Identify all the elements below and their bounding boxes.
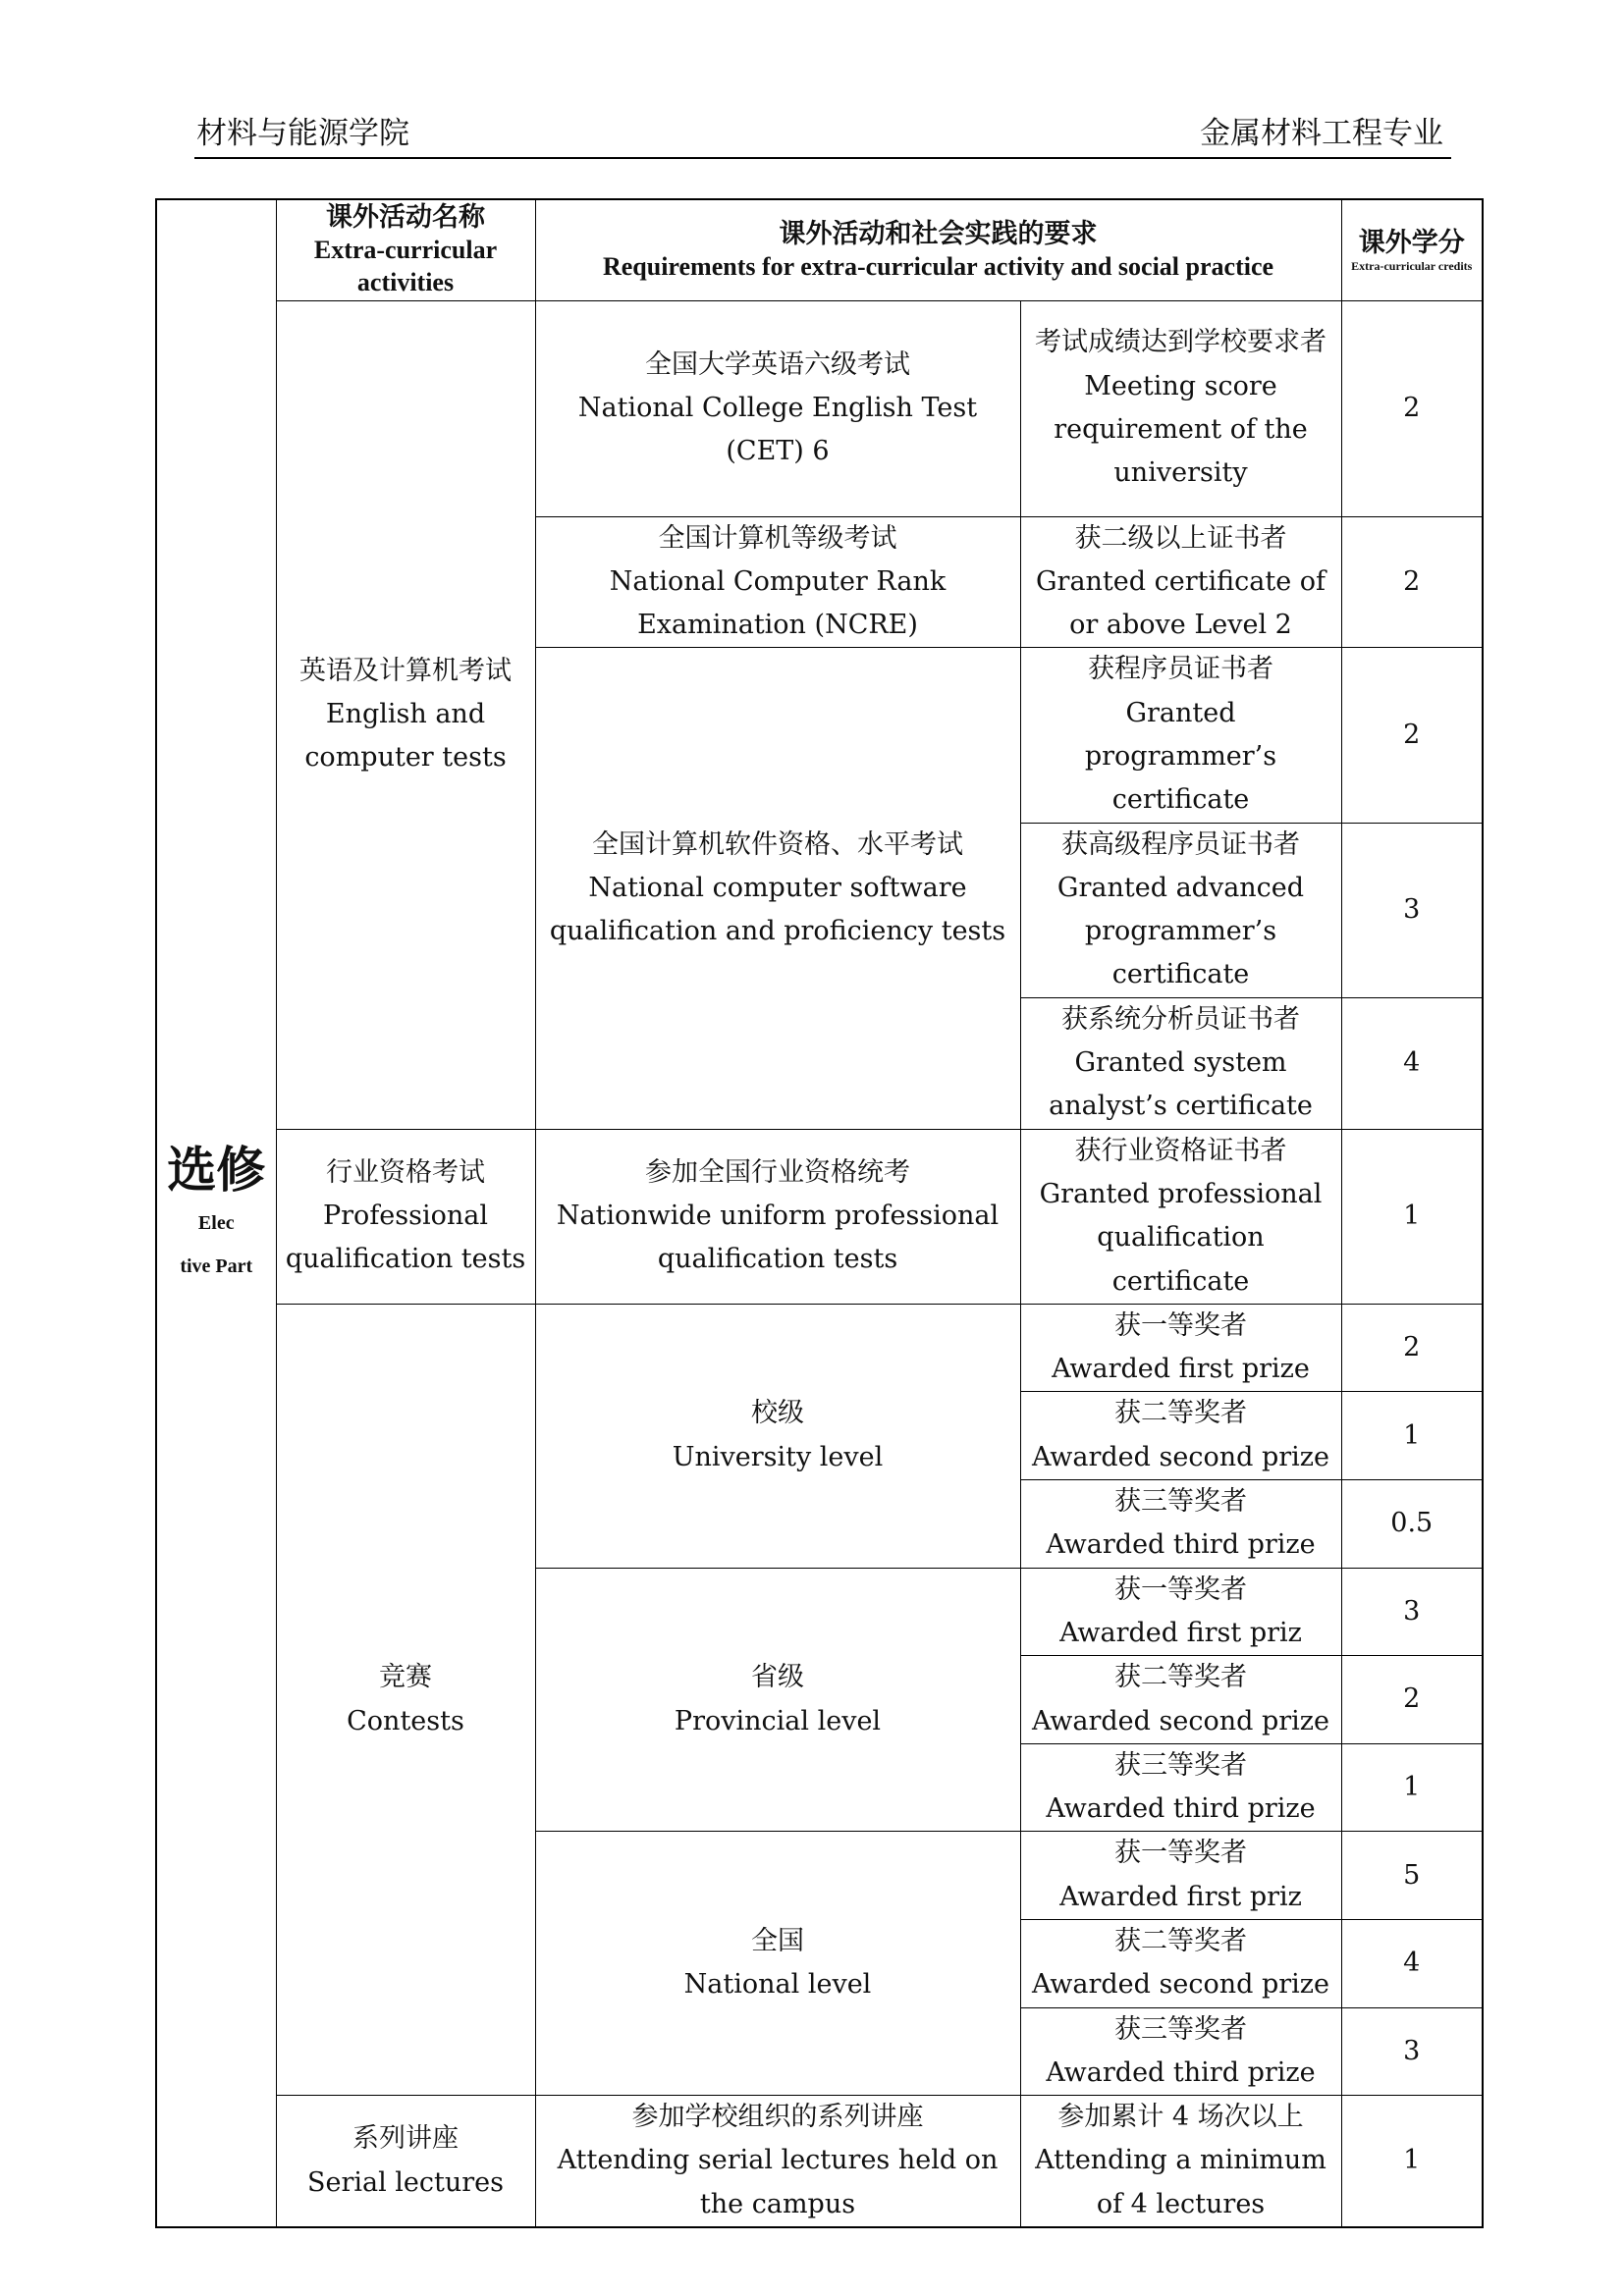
prize-credit: 3 bbox=[1341, 2007, 1483, 2096]
elective-part-cell bbox=[156, 199, 276, 2227]
prize-zh: 获三等奖者 bbox=[1114, 1749, 1247, 1781]
contest-level-provincial bbox=[535, 1568, 1020, 1832]
prize-credit: 1 bbox=[1341, 1392, 1483, 1480]
elective-label-en-2: tive Part bbox=[180, 1255, 253, 1278]
level-provincial-en: Provincial level bbox=[674, 1705, 882, 1736]
col-header-req-en: Requirements for extra-curricular activity and social practice bbox=[602, 251, 1274, 281]
software-desc-en: National computer software qualification and proficiency tests bbox=[549, 872, 1006, 947]
ncre-desc-zh: 全国计算机等级考试 bbox=[658, 522, 897, 554]
system-analyst-requirement bbox=[1020, 997, 1341, 1129]
level-university-zh: 校级 bbox=[751, 1398, 804, 1429]
lectures-req-zh: 参加累计 4 场次以上 bbox=[1057, 2102, 1304, 2133]
prize-requirement bbox=[1020, 1743, 1341, 1832]
prize-requirement bbox=[1020, 1656, 1341, 1744]
prize-zh: 获一等奖者 bbox=[1114, 1838, 1247, 1869]
prize-requirement bbox=[1020, 1920, 1341, 2008]
contest-level-university bbox=[535, 1304, 1020, 1568]
group-tests bbox=[276, 300, 535, 1129]
prize-credit: 5 bbox=[1341, 1832, 1483, 1920]
col-header-credit-en: Extra-curricular credits bbox=[1351, 259, 1473, 274]
cet-credit: 2 bbox=[1341, 300, 1483, 516]
group-professional-zh: 行业资格考试 bbox=[326, 1156, 485, 1188]
advanced-programmer-requirement bbox=[1020, 823, 1341, 997]
prize-credit: 2 bbox=[1341, 1304, 1483, 1392]
professional-req-en: Granted professional qualification certificate bbox=[1039, 1178, 1323, 1297]
prize-en: Awarded third prize bbox=[1046, 1793, 1316, 1825]
prize-credit: 3 bbox=[1341, 1568, 1483, 1656]
cet-desc-zh: 全国大学英语六级考试 bbox=[645, 348, 910, 380]
software-desc bbox=[535, 648, 1020, 1129]
software-desc-zh: 全国计算机软件资格、水平考试 bbox=[592, 828, 963, 860]
group-lectures bbox=[276, 2096, 535, 2227]
professional-desc-zh: 参加全国行业资格统考 bbox=[645, 1156, 910, 1188]
elective-label-zh: 选修 bbox=[167, 1142, 266, 1200]
advanced-programmer-credit: 3 bbox=[1341, 823, 1483, 997]
prize-requirement bbox=[1020, 2007, 1341, 2096]
group-lectures-zh: 系列讲座 bbox=[352, 2123, 459, 2155]
table-header-row bbox=[156, 199, 1483, 300]
group-contests bbox=[276, 1304, 535, 2095]
analyst-req-zh: 获系统分析员证书者 bbox=[1061, 1003, 1300, 1035]
prize-zh: 获二等奖者 bbox=[1114, 1662, 1247, 1693]
ncre-req-en: Granted certificate of or above Level 2 bbox=[1035, 565, 1326, 641]
prize-en: Awarded third prize bbox=[1046, 2056, 1316, 2088]
prize-zh: 获二等奖者 bbox=[1114, 1398, 1247, 1429]
group-professional bbox=[276, 1129, 535, 1304]
prize-zh: 获一等奖者 bbox=[1114, 1574, 1247, 1605]
group-lectures-en: Serial lectures bbox=[306, 2166, 505, 2198]
prize-zh: 获三等奖者 bbox=[1114, 1486, 1247, 1518]
col-header-activity bbox=[276, 199, 535, 300]
prize-zh: 获三等奖者 bbox=[1114, 2013, 1247, 2045]
col-header-activity-zh: 课外活动名称 bbox=[326, 202, 485, 234]
programmer-req-en: Granted programmer’s certificate bbox=[1084, 697, 1277, 816]
ncre-req-zh: 获二级以上证书者 bbox=[1074, 522, 1287, 554]
col-header-credit-zh: 课外学分 bbox=[1358, 228, 1465, 259]
group-tests-en: English and computer tests bbox=[304, 698, 507, 774]
ncre-desc bbox=[535, 516, 1020, 648]
lectures-requirement bbox=[1020, 2096, 1341, 2227]
cet-req-zh: 考试成绩达到学校要求者 bbox=[1035, 327, 1326, 358]
group-tests-zh: 英语及计算机考试 bbox=[299, 655, 512, 686]
prize-en: Awarded second prize bbox=[1031, 1441, 1330, 1472]
prize-credit: 4 bbox=[1341, 1920, 1483, 2008]
analyst-req-en: Granted system analyst’s certificate bbox=[1049, 1047, 1313, 1122]
prize-en: Awarded first prize bbox=[1052, 1354, 1310, 1385]
prize-zh: 获一等奖者 bbox=[1114, 1309, 1247, 1341]
header-college: 材料与能源学院 bbox=[196, 116, 409, 151]
professional-credit: 1 bbox=[1341, 1129, 1483, 1304]
cet-desc-en: National College English Test (CET) 6 bbox=[577, 392, 978, 467]
table-row bbox=[156, 1304, 1483, 1392]
professional-desc-en: Nationwide uniform professional qualification tests bbox=[556, 1201, 1000, 1275]
prize-requirement bbox=[1020, 1568, 1341, 1656]
header-major: 金属材料工程专业 bbox=[1200, 116, 1443, 151]
prize-en: Awarded first priz bbox=[1059, 1881, 1302, 1912]
system-analyst-credit: 4 bbox=[1341, 997, 1483, 1129]
prize-credit: 2 bbox=[1341, 1656, 1483, 1744]
lectures-desc-zh: 参加学校组织的系列讲座 bbox=[631, 2102, 924, 2133]
col-header-req-zh: 课外活动和社会实践的要求 bbox=[779, 218, 1098, 249]
col-header-requirements bbox=[535, 199, 1341, 300]
group-contests-zh: 竞赛 bbox=[379, 1662, 432, 1693]
credit-table bbox=[155, 198, 1484, 2228]
elective-label-en-1: Elec bbox=[197, 1212, 235, 1235]
prize-en: Awarded third prize bbox=[1046, 1529, 1316, 1561]
programmer-requirement bbox=[1020, 648, 1341, 823]
ncre-credit: 2 bbox=[1341, 516, 1483, 648]
prize-credit: 0.5 bbox=[1341, 1480, 1483, 1569]
prize-zh: 获二等奖者 bbox=[1114, 1926, 1247, 1956]
lectures-credit: 1 bbox=[1341, 2096, 1483, 2227]
professional-desc bbox=[535, 1129, 1020, 1304]
prize-requirement bbox=[1020, 1832, 1341, 1920]
level-national-en: National level bbox=[683, 1969, 872, 2001]
table-row bbox=[156, 2096, 1483, 2227]
advanced-req-zh: 获高级程序员证书者 bbox=[1061, 828, 1300, 860]
programmer-credit: 2 bbox=[1341, 648, 1483, 823]
professional-req-zh: 获行业资格证书者 bbox=[1074, 1135, 1287, 1166]
group-contests-en: Contests bbox=[347, 1705, 464, 1736]
prize-requirement bbox=[1020, 1392, 1341, 1480]
level-provincial-zh: 省级 bbox=[751, 1662, 804, 1693]
advanced-req-en: Granted advanced programmer’s certificate bbox=[1056, 872, 1305, 990]
prize-en: Awarded first priz bbox=[1059, 1617, 1302, 1648]
cet-req-en: Meeting score requirement of the university bbox=[1054, 370, 1308, 489]
prize-requirement bbox=[1020, 1480, 1341, 1569]
col-header-credits bbox=[1341, 199, 1483, 300]
lectures-desc-en: Attending serial lectures held on the campus bbox=[557, 2145, 999, 2219]
ncre-requirement bbox=[1020, 516, 1341, 648]
cet-requirement bbox=[1020, 300, 1341, 516]
level-national-zh: 全国 bbox=[751, 1926, 804, 1956]
prize-credit: 1 bbox=[1341, 1743, 1483, 1832]
ncre-desc-en: National Computer Rank Examination (NCRE) bbox=[609, 565, 947, 641]
level-university-en: University level bbox=[672, 1441, 884, 1472]
programmer-req-zh: 获程序员证书者 bbox=[1088, 654, 1273, 685]
table-row bbox=[156, 300, 1483, 516]
header-rule bbox=[194, 157, 1451, 159]
prize-en: Awarded second prize bbox=[1031, 1705, 1330, 1736]
contest-level-national bbox=[535, 1832, 1020, 2096]
cet-desc bbox=[535, 300, 1020, 516]
group-professional-en: Professional qualification tests bbox=[285, 1201, 526, 1275]
col-header-activity-en: Extra-curricular activities bbox=[313, 236, 498, 297]
lectures-desc bbox=[535, 2096, 1020, 2227]
professional-requirement bbox=[1020, 1129, 1341, 1304]
prize-en: Awarded second prize bbox=[1031, 1969, 1330, 2001]
table-row bbox=[156, 1129, 1483, 1304]
lectures-req-en: Attending a minimum of 4 lectures bbox=[1035, 2145, 1326, 2219]
prize-requirement bbox=[1020, 1304, 1341, 1392]
